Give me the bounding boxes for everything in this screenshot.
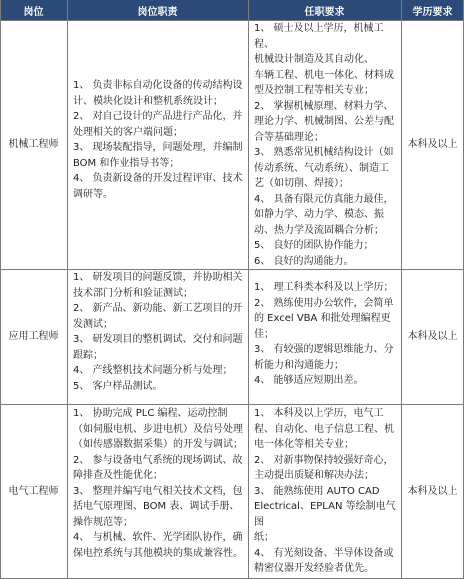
row-3-position: [0, 404, 67, 579]
duties-text: 1、 研发项目的问题反馈，并协助相关 技术部门分析和验证测试； 2、 新产品、新功能、新工艺项目的开 发测试； 3、 研发项目的整机调试、交付和问题 跟踪； 4、 产线整机技术问题分析与处理； 5、 客户样品测试。: [73, 272, 243, 392]
position-title: 机械工程师: [8, 138, 59, 150]
column-divider: [67, 0, 68, 579]
column-divider: [0, 0, 1, 579]
requirements-text: 1、 硕士及以上学历，机械工程、 机械设计制造及其自动化、 车辆工程、机电一体化、材料成 型及控制工程等相关专业； 2、 掌握机械原理、材料力学、 理论力学、机械制图、公差与配 合等基础理论； 3、 熟悉常见机械结构设计（如 传动系统、气动系统）、制造工 艺（如切削、焊接）； 4、 具备有限元仿真能力最佳， 如静力学、动力学、模态、振 动、热力学及流固耦合分析； 5、 良好的团队协作能力； 6、 良好的沟通能力。: [254, 23, 394, 267]
education-text: 本科及以上: [407, 138, 458, 150]
row-2-position: [0, 269, 67, 404]
row-1-position: [0, 20, 67, 269]
education-text: 本科及以上: [407, 485, 458, 497]
row-2-requirements: [254, 280, 400, 404]
requirements-text: 1、 理工科类本科及以上学历； 2、 熟练使用办公软件，会简单 的 Excel VBA 和批处理编程更 佳； 3、 有较强的逻辑思维能力、分 析能力和沟通能力； 4、 能够适应短期出差。: [254, 282, 394, 386]
header-cell-education: 学历要求: [401, 0, 464, 20]
header-cell-position: 岗位: [0, 0, 67, 20]
row-divider: [0, 404, 464, 405]
row-3-duties: [73, 406, 245, 579]
education-text: 本科及以上: [407, 330, 458, 342]
row-1-education: [401, 20, 464, 269]
row-3-requirements: [254, 406, 400, 579]
row-1-duties: [73, 78, 245, 269]
row-1-requirements: [254, 21, 400, 269]
row-divider: [0, 269, 464, 270]
row-2-education: [401, 269, 464, 404]
duties-text: 1、 协助完成 PLC 编程、运动控制 （如伺服电机、步进电机）及信号处理 （如传感器数据采集）的开发与调试； 2、 参与设备电气系统的现场调试、故 障排查及性能优化； 3、 整理并编写电气相关技术文档，包 括电气原理图、BOM 表、调试手册、 操作规范等； 4、 与机械、软件、光学团队协作，确 保电控系统与其他模块的集成兼容性。: [73, 408, 243, 559]
row-divider: [0, 20, 464, 21]
header-cell-duties: 岗位职责: [67, 0, 248, 20]
position-title: 电气工程师: [8, 485, 59, 497]
duties-text: 1、 负责非标自动化设备的传动结构设 计、模块化设计和整机系统设计； 2、 对自己设计的产品进行产品化，并 处理相关的客户端问题； 3、 现场装配指导，问题处理，并编制 BOM 和作业指导书等； 4、 负责新设备的开发过程评审、技术 调研等。: [73, 80, 243, 200]
row-3-education: [401, 404, 464, 579]
requirements-text: 1、 本科及以上学历，电气工 程、自动化、电子信息工程、机 电一体化等相关专业； 2、 对新事物保持较强好奇心， 主动提出质疑和解决办法； 3、 能熟练使用 AUTO CAD Electrical、EPLAN 等绘制电气图 纸； 4、 有光刻设备、半导体设备或 精密仪器开发经验者优先。: [254, 408, 396, 574]
column-divider: [248, 0, 249, 579]
row-2-duties: [73, 270, 245, 404]
header-cell-requirements: 任职要求: [248, 0, 401, 20]
column-divider: [401, 0, 402, 579]
position-title: 应用工程师: [8, 330, 59, 342]
